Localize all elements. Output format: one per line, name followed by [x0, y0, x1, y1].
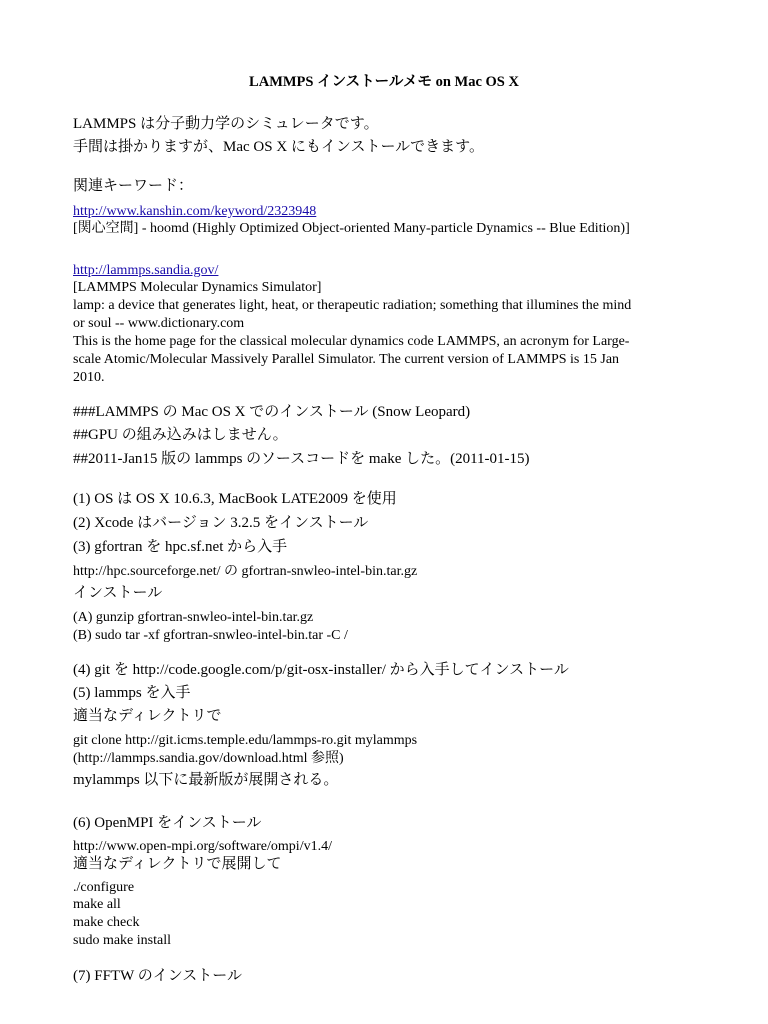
step-6: (6) OpenMPI をインストール: [73, 815, 262, 831]
section-note: ##GPU の組み込みはしません。: [73, 427, 288, 443]
lammps-text-line: or soul -- www.dictionary.com: [73, 316, 245, 331]
step-6-command: make check: [73, 915, 140, 930]
intro-line: 手間は掛かりますが、Mac OS X にもインストールできます。: [73, 139, 484, 155]
lammps-text-line: scale Atomic/Molecular Massively Parallel Simulator. The current version of LAMMPS is 15 Jan: [73, 352, 620, 367]
step-5-command: git clone http://git.icms.temple.edu/lammps-ro.git mylammps: [73, 733, 418, 748]
lammps-text-line: 2010.: [73, 370, 105, 385]
lammps-title: [LAMMPS Molecular Dynamics Simulator]: [73, 280, 322, 295]
step-3-command-a: (A) gunzip gfortran-snwleo-intel-bin.tar.gz: [73, 610, 314, 625]
section-note: ##2011-Jan15 版の lammps のソースコードを make した。(2011-01-15): [73, 451, 530, 467]
step-6-note: 適当なディレクトリで展開して: [73, 856, 282, 872]
step-6-command: make all: [73, 897, 121, 912]
step-5-reference: (http://lammps.sandia.gov/download.html 参照): [73, 751, 344, 766]
step-5-note: 適当なディレクトリで: [73, 708, 222, 724]
step-5-result: mylammps 以下に最新版が展開される。: [73, 772, 339, 788]
document-title: LAMMPS インストールメモ on Mac OS X: [249, 74, 519, 90]
keyword-heading: 関連キーワード：: [73, 178, 194, 194]
lammps-text-line: This is the home page for the classical molecular dynamics code LAMMPS, an acronym for Large-: [73, 334, 630, 349]
step-3-install: インストール: [73, 585, 163, 601]
step-3: (3) gfortran を hpc.sf.net から入手: [73, 539, 288, 555]
step-2: (2) Xcode はバージョン 3.2.5 をインストール: [73, 515, 369, 531]
step-4: (4) git を http://code.google.com/p/git-osx-installer/ から入手してインストール: [73, 662, 569, 678]
step-6-url: http://www.open-mpi.org/software/ompi/v1.4/: [73, 839, 332, 854]
step-3-source: http://hpc.sourceforge.net/ の gfortran-snwleo-intel-bin.tar.gz: [73, 564, 418, 579]
step-5: (5) lammps を入手: [73, 685, 191, 701]
kanshin-link[interactable]: http://www.kanshin.com/keyword/2323948: [73, 204, 317, 219]
step-3-command-b: (B) sudo tar -xf gfortran-snwleo-intel-bin.tar -C /: [73, 628, 348, 643]
kanshin-description: [関心空間] - hoomd (Highly Optimized Object-oriented Many-particle Dynamics -- Blue Edition)]: [73, 221, 630, 236]
step-7: (7) FFTW のインストール: [73, 968, 242, 984]
intro-line: LAMMPS は分子動力学のシミュレータです。: [73, 116, 379, 132]
step-6-command: sudo make install: [73, 933, 171, 948]
step-6-command: ./configure: [73, 880, 135, 895]
lammps-text-line: lamp: a device that generates light, heat, or therapeutic radiation; something that illumines the mind: [73, 298, 632, 313]
lammps-link[interactable]: http://lammps.sandia.gov/: [73, 263, 219, 278]
step-1: (1) OS は OS X 10.6.3, MacBook LATE2009 を使用: [73, 491, 397, 507]
section-heading: ###LAMMPS の Mac OS X でのインストール (Snow Leopard): [73, 404, 471, 420]
